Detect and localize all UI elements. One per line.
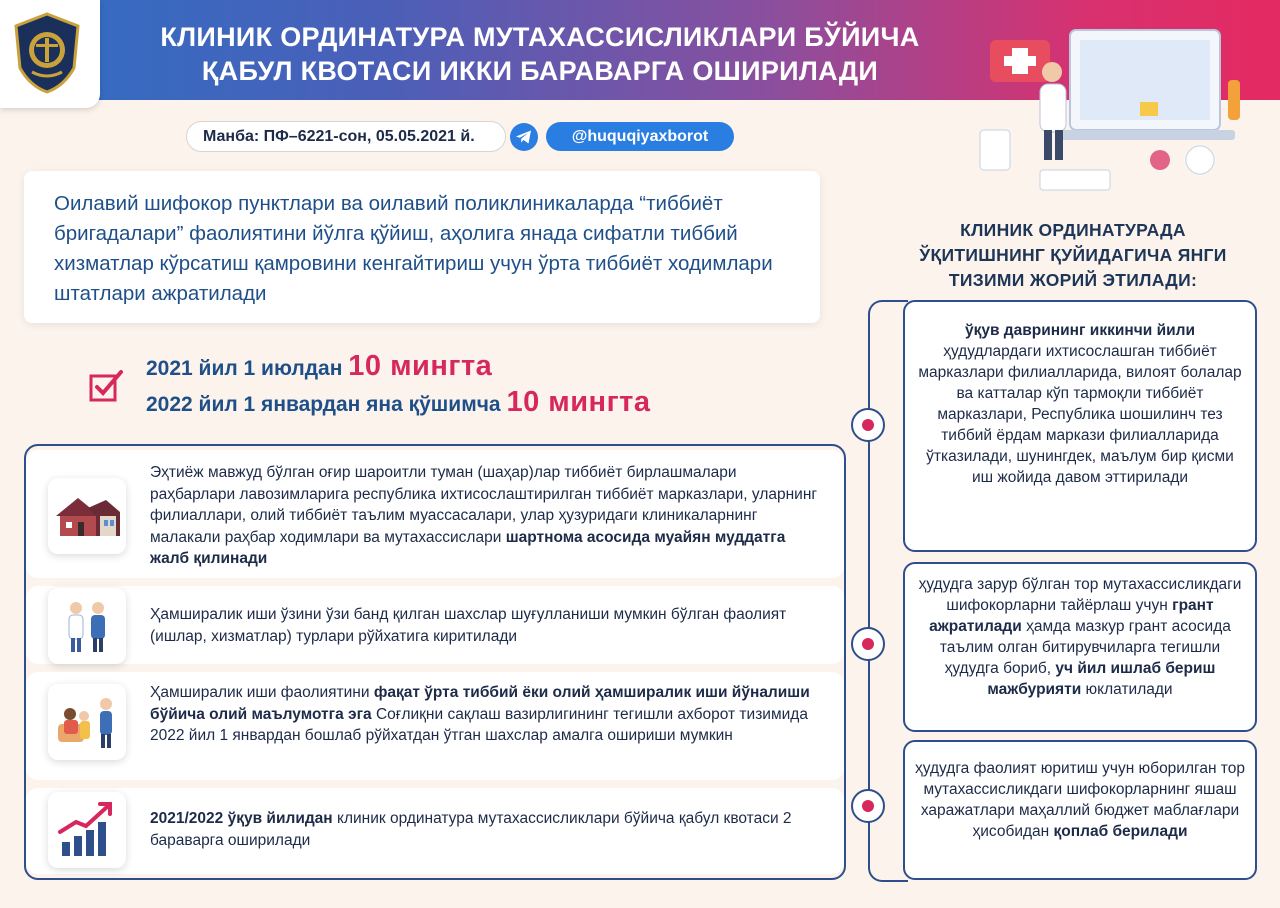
item-icon-box bbox=[48, 684, 126, 760]
page-title bbox=[120, 20, 960, 88]
right-box-2-text-b: ҳамда мазкур грант асосида таълим олган битирувчиларга тегишли ҳудудга бориб, bbox=[939, 618, 1231, 677]
item-3-text-a: Ҳамширалик иши фаолиятини bbox=[150, 684, 370, 701]
right-info-box-1 bbox=[903, 300, 1257, 552]
doctor-laptop-illustration-icon bbox=[960, 10, 1260, 200]
right-info-box-2 bbox=[903, 562, 1257, 732]
telegram-icon[interactable] bbox=[510, 123, 538, 151]
right-box-2-text-c: юклатилади bbox=[1085, 681, 1173, 698]
title-line-1: КЛИНИК ОРДИНАТУРА МУТАХАССИСЛИКЛАРИ БЎЙИЧА bbox=[160, 22, 920, 52]
title-line-2: ҚАБУЛ КВОТАСИ ИККИ БАРАВАРГА ОШИРИЛАДИ bbox=[201, 56, 879, 86]
item-text bbox=[150, 682, 820, 747]
growth-chart-icon bbox=[48, 792, 126, 868]
item-icon-box bbox=[48, 478, 126, 554]
nurse-care-icon bbox=[48, 684, 126, 760]
item-icon-box bbox=[48, 792, 126, 868]
item-icon-box bbox=[48, 588, 126, 664]
right-box-1-bold: ўқув даврининг иккинчи йили bbox=[964, 322, 1196, 339]
quota-line-2 bbox=[146, 386, 650, 419]
item-text bbox=[150, 604, 820, 647]
quota-line-2-prefix: 2022 йил 1 январдан яна қўшимча bbox=[146, 393, 501, 416]
telegram-handle-link[interactable]: @huquqiyaxborot bbox=[546, 122, 734, 151]
right-section-title: КЛИНИК ОРДИНАТУРАДА ЎҚИТИШНИНГ ҚУЙИДАГИЧА ЯНГИ ТИЗИМИ ЖОРИЙ ЭТИЛАДИ: bbox=[919, 220, 1227, 290]
item-3-bold: фақат ўрта тиббий ёки олий ҳамширалик иши йўналиши бўйича олий маълумотга эга bbox=[150, 684, 810, 723]
bullet-dot-icon bbox=[851, 408, 885, 442]
house-icon bbox=[48, 478, 126, 554]
right-box-2-bold-a: грант ажратилади bbox=[929, 597, 1214, 635]
quota-line-2-value: 10 мингта bbox=[506, 386, 651, 418]
checkbox-check-icon bbox=[88, 368, 124, 404]
list-item bbox=[26, 450, 844, 578]
bullet-dot-icon bbox=[851, 627, 885, 661]
intro-text: Оилавий шифокор пунктлари ва оилавий поликлиникаларда “тиббиёт бригадалари” фаолиятини йўлга қўйиш, аҳолига янада сифатли тиббий хизматлар кўрсатиш қамровини кенгайтириш учун ўрта тиббиёт ходимлари штатлари ажратилади bbox=[54, 192, 773, 305]
right-box-3-text: ҳудудга фаолият юритиш учун юборилган тор мутахассисликдаги шифокорларнинг яшаш харажатлари маҳаллий бюджет маблағлари ҳисобидан bbox=[915, 760, 1245, 840]
item-4-bold: 2021/2022 ўқув йилидан bbox=[150, 810, 333, 827]
item-4-text: клиник ординатура мутахассисликлари бўйича қабул квотаси 2 бараварга оширилади bbox=[150, 810, 792, 849]
item-1-bold: шартнома асосида муайян муддатга жалб қилинади bbox=[150, 528, 786, 567]
source-label: Манба: ПФ–6221-сон, 05.05.2021 й. bbox=[186, 121, 506, 152]
quota-line-1-value: 10 мингта bbox=[348, 350, 493, 382]
intro-card bbox=[24, 171, 820, 323]
right-info-box-3 bbox=[903, 740, 1257, 880]
item-text bbox=[150, 808, 820, 851]
logo-container bbox=[0, 0, 100, 108]
item-1-text: Эҳтиёж мавжуд бўлган оғир шароитли туман (шаҳар)лар тиббиёт бирлашмалари раҳбарлари лавозимларига республика ихтисослаштирилган тиббиёт марказлари, уларнинг филиаллари, олий тиббиёт таълим муассасалари, улар ҳузуридаги клиникаларнинг малакали раҳбар ходимлари ва мутахассислари bbox=[150, 464, 818, 546]
quota-line-1 bbox=[146, 350, 492, 383]
bullet-dot-icon bbox=[851, 789, 885, 823]
medical-staff-icon bbox=[48, 588, 126, 664]
emblem-logo-icon bbox=[12, 12, 82, 94]
item-2-text: Ҳамширалик иши ўзини ўзи банд қилган шахслар шуғулланиши мумкин бўлган фаолият (ишлар, хизматлар) турлари рўйхатига киритилади bbox=[150, 606, 787, 645]
quota-line-1-prefix: 2021 йил 1 июлдан bbox=[146, 357, 343, 380]
right-box-3-bold: қоплаб берилади bbox=[1053, 823, 1188, 840]
list-item bbox=[26, 672, 844, 780]
right-box-2-text-a: ҳудудга зарур бўлган тор мутахассисликдаги шифокорларни тайёрлаш учун bbox=[918, 576, 1242, 614]
item-text bbox=[150, 462, 820, 570]
list-item bbox=[26, 788, 844, 874]
right-box-1-text: ҳудудлардаги ихтисослашган тиббиёт марказлари филиалларида, вилоят болалар ва катталар кўп тармоқли тиббиёт марказлари, Республика шошилинч тез тиббий ёрдам маркази филиалларида ўтказилади, шунингдек, маълум бир қисми иш жойида давом эттирилади bbox=[918, 343, 1242, 486]
right-box-2-bold-b: уч йил ишлаб бериш мажбурияти bbox=[987, 660, 1216, 698]
item-3-text-b: Соғлиқни сақлаш вазирлигининг тегишли ахборот тизимида 2022 йил 1 январдан бошлаб рўйхатдан ўтган шахслар амалга ошириши мумкин bbox=[150, 705, 808, 744]
list-item bbox=[26, 586, 844, 664]
